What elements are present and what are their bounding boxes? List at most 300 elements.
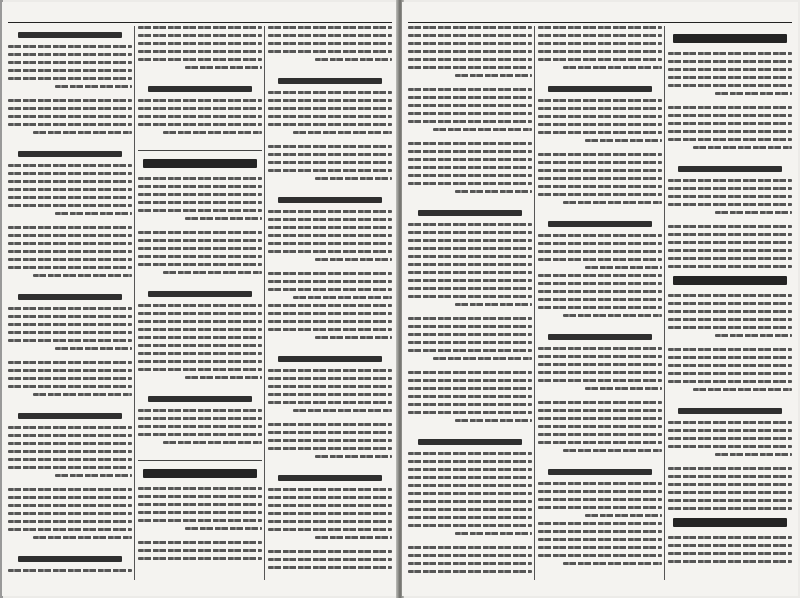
text-line bbox=[538, 161, 662, 164]
text-line bbox=[538, 506, 662, 509]
column-heading bbox=[143, 159, 257, 168]
text-line bbox=[138, 115, 262, 118]
text-line bbox=[538, 282, 662, 285]
text-line bbox=[538, 26, 662, 29]
paragraph-gap bbox=[538, 74, 662, 80]
text-line bbox=[668, 560, 792, 563]
text-line bbox=[538, 417, 662, 420]
text-line bbox=[268, 242, 392, 245]
text-line bbox=[668, 372, 792, 375]
text-line bbox=[8, 77, 132, 80]
paragraph-gap bbox=[8, 401, 132, 407]
text-line bbox=[268, 123, 392, 126]
text-line bbox=[138, 328, 262, 331]
text-line bbox=[8, 315, 132, 318]
text-line bbox=[455, 419, 532, 422]
text-line bbox=[8, 188, 132, 191]
text-line bbox=[538, 258, 662, 261]
text-line bbox=[268, 272, 392, 275]
text-line bbox=[138, 417, 262, 420]
text-line bbox=[408, 508, 532, 511]
text-line bbox=[268, 107, 392, 110]
left-column-1 bbox=[268, 26, 392, 580]
text-line bbox=[138, 99, 262, 102]
text-line bbox=[163, 131, 262, 134]
text-line bbox=[538, 522, 662, 525]
text-line bbox=[538, 185, 662, 188]
text-line bbox=[138, 503, 262, 506]
text-line bbox=[138, 487, 262, 490]
paragraph-gap bbox=[538, 570, 662, 576]
text-line bbox=[408, 387, 532, 390]
text-line bbox=[315, 58, 392, 61]
paragraph-gap bbox=[268, 185, 392, 191]
text-line bbox=[138, 107, 262, 110]
paragraph-gap bbox=[138, 74, 262, 80]
column-separator bbox=[138, 150, 262, 151]
column-rule bbox=[264, 26, 265, 580]
text-line bbox=[138, 123, 262, 126]
text-line bbox=[408, 484, 532, 487]
text-line bbox=[185, 527, 262, 530]
text-line bbox=[408, 333, 532, 336]
text-line bbox=[668, 380, 792, 383]
column-heading bbox=[548, 86, 652, 92]
text-line bbox=[138, 185, 262, 188]
text-line bbox=[408, 452, 532, 455]
text-line bbox=[563, 449, 662, 452]
text-line bbox=[408, 492, 532, 495]
text-line bbox=[8, 204, 132, 207]
text-line bbox=[408, 279, 532, 282]
text-line bbox=[408, 371, 532, 374]
text-line bbox=[268, 169, 392, 172]
paragraph-gap bbox=[268, 66, 392, 72]
text-line bbox=[268, 528, 392, 531]
text-line bbox=[8, 442, 132, 445]
text-line bbox=[408, 58, 532, 61]
text-line bbox=[538, 546, 662, 549]
text-line bbox=[8, 569, 132, 572]
text-line bbox=[138, 177, 262, 180]
text-line bbox=[668, 445, 792, 448]
text-line bbox=[668, 195, 792, 198]
column-heading bbox=[673, 34, 787, 43]
text-line bbox=[668, 437, 792, 440]
text-line bbox=[33, 131, 132, 134]
paragraph-gap bbox=[8, 544, 132, 550]
text-line bbox=[268, 401, 392, 404]
text-line bbox=[538, 409, 662, 412]
text-line bbox=[8, 115, 132, 118]
left-page-columns bbox=[8, 26, 392, 580]
text-line bbox=[268, 288, 392, 291]
text-line bbox=[138, 231, 262, 234]
text-line bbox=[408, 66, 532, 69]
text-line bbox=[138, 304, 262, 307]
column-heading bbox=[418, 210, 522, 216]
left-page-header bbox=[8, 6, 392, 23]
text-line bbox=[538, 490, 662, 493]
text-line bbox=[8, 450, 132, 453]
text-line bbox=[538, 242, 662, 245]
text-line bbox=[668, 241, 792, 244]
text-line bbox=[408, 570, 532, 573]
text-line bbox=[8, 426, 132, 429]
text-line bbox=[668, 122, 792, 125]
text-line bbox=[8, 123, 132, 126]
text-line bbox=[138, 511, 262, 514]
column-rule bbox=[664, 26, 665, 580]
right-column-3 bbox=[408, 26, 532, 580]
text-line bbox=[138, 58, 262, 61]
text-line bbox=[268, 377, 392, 380]
text-line bbox=[8, 307, 132, 310]
right-page-header bbox=[408, 6, 792, 23]
text-line bbox=[668, 114, 792, 117]
column-heading bbox=[418, 439, 522, 445]
paragraph-gap bbox=[8, 282, 132, 288]
text-line bbox=[538, 58, 662, 61]
text-line bbox=[455, 303, 532, 306]
text-line bbox=[408, 158, 532, 161]
paragraph-gap bbox=[138, 449, 262, 455]
column-separator bbox=[138, 460, 262, 461]
text-line bbox=[538, 50, 662, 53]
text-line bbox=[538, 433, 662, 436]
text-line bbox=[8, 434, 132, 437]
text-line bbox=[455, 74, 532, 77]
text-line bbox=[8, 99, 132, 102]
column-heading bbox=[278, 475, 382, 481]
left-column-3 bbox=[8, 26, 132, 580]
text-line bbox=[138, 42, 262, 45]
text-line bbox=[8, 339, 132, 342]
right-page-columns bbox=[408, 26, 792, 580]
text-line bbox=[268, 226, 392, 229]
text-line bbox=[668, 84, 792, 87]
text-line bbox=[55, 212, 132, 215]
text-line bbox=[185, 376, 262, 379]
text-line bbox=[8, 250, 132, 253]
text-line bbox=[408, 142, 532, 145]
text-line bbox=[408, 150, 532, 153]
paragraph-gap bbox=[138, 139, 262, 145]
text-line bbox=[138, 352, 262, 355]
paragraph-gap bbox=[668, 396, 792, 402]
text-line bbox=[538, 554, 662, 557]
text-line bbox=[138, 549, 262, 552]
text-line bbox=[563, 562, 662, 565]
column-rule bbox=[134, 26, 135, 580]
text-line bbox=[408, 395, 532, 398]
text-line bbox=[408, 174, 532, 177]
text-line bbox=[668, 265, 792, 268]
text-line bbox=[538, 290, 662, 293]
text-line bbox=[668, 302, 792, 305]
text-line bbox=[408, 96, 532, 99]
column-heading bbox=[548, 469, 652, 475]
text-line bbox=[538, 99, 662, 102]
text-line bbox=[138, 255, 262, 258]
column-heading bbox=[148, 86, 252, 92]
text-line bbox=[8, 53, 132, 56]
text-line bbox=[408, 42, 532, 45]
text-line bbox=[268, 439, 392, 442]
text-line bbox=[668, 68, 792, 71]
text-line bbox=[408, 468, 532, 471]
text-line bbox=[138, 557, 262, 560]
text-line bbox=[408, 231, 532, 234]
text-line bbox=[408, 295, 532, 298]
text-line bbox=[8, 172, 132, 175]
text-line bbox=[408, 562, 532, 565]
text-line bbox=[408, 223, 532, 226]
text-line bbox=[668, 356, 792, 359]
text-line bbox=[268, 328, 392, 331]
text-line bbox=[408, 516, 532, 519]
paragraph-gap bbox=[138, 384, 262, 390]
paragraph-gap bbox=[538, 209, 662, 215]
text-line bbox=[455, 532, 532, 535]
paragraph-gap bbox=[268, 463, 392, 469]
text-line bbox=[563, 201, 662, 204]
text-line bbox=[163, 271, 262, 274]
text-line bbox=[408, 341, 532, 344]
text-line bbox=[8, 331, 132, 334]
text-line bbox=[408, 317, 532, 320]
text-line bbox=[8, 528, 132, 531]
text-line bbox=[8, 164, 132, 167]
text-line bbox=[455, 190, 532, 193]
text-line bbox=[55, 85, 132, 88]
text-line bbox=[33, 274, 132, 277]
text-line bbox=[268, 145, 392, 148]
text-line bbox=[538, 274, 662, 277]
text-line bbox=[538, 177, 662, 180]
text-line bbox=[163, 441, 262, 444]
text-line bbox=[668, 536, 792, 539]
text-line bbox=[538, 34, 662, 37]
paragraph-gap bbox=[538, 322, 662, 328]
text-line bbox=[668, 294, 792, 297]
text-line bbox=[268, 161, 392, 164]
text-line bbox=[408, 239, 532, 242]
column-heading bbox=[678, 408, 782, 414]
column-heading bbox=[18, 413, 122, 419]
text-line bbox=[715, 211, 792, 214]
text-line bbox=[268, 320, 392, 323]
text-line bbox=[538, 234, 662, 237]
text-line bbox=[8, 61, 132, 64]
column-heading bbox=[673, 518, 787, 527]
text-line bbox=[268, 520, 392, 523]
text-line bbox=[138, 409, 262, 412]
column-heading bbox=[148, 396, 252, 402]
text-line bbox=[33, 536, 132, 539]
text-line bbox=[538, 363, 662, 366]
text-line bbox=[268, 26, 392, 29]
text-line bbox=[8, 458, 132, 461]
text-line bbox=[8, 496, 132, 499]
text-line bbox=[538, 42, 662, 45]
text-line bbox=[138, 26, 262, 29]
text-line bbox=[408, 476, 532, 479]
column-heading bbox=[18, 556, 122, 562]
text-line bbox=[8, 180, 132, 183]
paragraph-gap bbox=[268, 344, 392, 350]
text-line bbox=[138, 541, 262, 544]
text-line bbox=[538, 379, 662, 382]
text-line bbox=[268, 210, 392, 213]
text-line bbox=[268, 99, 392, 102]
text-line bbox=[8, 107, 132, 110]
text-line bbox=[268, 488, 392, 491]
text-line bbox=[55, 474, 132, 477]
text-line bbox=[408, 460, 532, 463]
text-line bbox=[138, 34, 262, 37]
text-line bbox=[185, 217, 262, 220]
text-line bbox=[538, 306, 662, 309]
text-line bbox=[668, 52, 792, 55]
text-line bbox=[668, 544, 792, 547]
text-line bbox=[538, 193, 662, 196]
text-line bbox=[268, 512, 392, 515]
text-line bbox=[185, 66, 262, 69]
column-heading bbox=[18, 294, 122, 300]
right-column-1 bbox=[668, 26, 792, 580]
text-line bbox=[668, 429, 792, 432]
text-line bbox=[668, 421, 792, 424]
text-line bbox=[668, 233, 792, 236]
text-line bbox=[138, 201, 262, 204]
text-line bbox=[408, 411, 532, 414]
column-heading bbox=[678, 166, 782, 172]
text-line bbox=[138, 360, 262, 363]
text-line bbox=[8, 385, 132, 388]
text-line bbox=[408, 325, 532, 328]
text-line bbox=[268, 550, 392, 553]
text-line bbox=[408, 50, 532, 53]
text-line bbox=[268, 385, 392, 388]
text-line bbox=[408, 34, 532, 37]
text-line bbox=[668, 310, 792, 313]
text-line bbox=[8, 512, 132, 515]
text-line bbox=[8, 69, 132, 72]
text-line bbox=[138, 495, 262, 498]
text-line bbox=[408, 524, 532, 527]
text-line bbox=[408, 287, 532, 290]
text-line bbox=[668, 249, 792, 252]
text-line bbox=[538, 425, 662, 428]
text-line bbox=[138, 320, 262, 323]
left-column-2 bbox=[138, 26, 262, 580]
text-line bbox=[138, 193, 262, 196]
column-heading bbox=[18, 151, 122, 157]
text-line bbox=[668, 326, 792, 329]
text-line bbox=[538, 347, 662, 350]
text-line bbox=[138, 263, 262, 266]
column-heading bbox=[673, 276, 787, 285]
text-line bbox=[268, 34, 392, 37]
text-line bbox=[563, 314, 662, 317]
text-line bbox=[8, 258, 132, 261]
text-line bbox=[8, 266, 132, 269]
paragraph-gap bbox=[8, 139, 132, 145]
text-line bbox=[268, 250, 392, 253]
text-line bbox=[138, 239, 262, 242]
paragraph-gap bbox=[538, 457, 662, 463]
text-line bbox=[538, 123, 662, 126]
text-line bbox=[8, 466, 132, 469]
text-line bbox=[668, 225, 792, 228]
text-line bbox=[268, 234, 392, 237]
text-line bbox=[538, 355, 662, 358]
text-line bbox=[8, 361, 132, 364]
text-line bbox=[268, 431, 392, 434]
text-line bbox=[8, 369, 132, 372]
column-rule bbox=[534, 26, 535, 580]
text-line bbox=[538, 371, 662, 374]
text-line bbox=[408, 104, 532, 107]
text-line bbox=[8, 226, 132, 229]
text-line bbox=[8, 520, 132, 523]
text-line bbox=[668, 318, 792, 321]
text-line bbox=[268, 115, 392, 118]
text-line bbox=[538, 131, 662, 134]
text-line bbox=[585, 266, 662, 269]
text-line bbox=[715, 334, 792, 337]
text-line bbox=[138, 368, 262, 371]
text-line bbox=[315, 258, 392, 261]
text-line bbox=[668, 138, 792, 141]
text-line bbox=[668, 552, 792, 555]
text-line bbox=[138, 519, 262, 522]
text-line bbox=[138, 312, 262, 315]
text-line bbox=[268, 504, 392, 507]
text-line bbox=[268, 393, 392, 396]
text-line bbox=[668, 507, 792, 510]
column-heading bbox=[278, 78, 382, 84]
text-line bbox=[268, 558, 392, 561]
text-line bbox=[138, 425, 262, 428]
text-line bbox=[8, 323, 132, 326]
text-line bbox=[538, 482, 662, 485]
text-line bbox=[408, 120, 532, 123]
text-line bbox=[668, 348, 792, 351]
right-page bbox=[402, 2, 798, 596]
text-line bbox=[668, 467, 792, 470]
text-line bbox=[538, 401, 662, 404]
text-line bbox=[138, 433, 262, 436]
text-line bbox=[538, 107, 662, 110]
text-line bbox=[268, 312, 392, 315]
text-line bbox=[668, 76, 792, 79]
paragraph-gap bbox=[668, 154, 792, 160]
text-line bbox=[668, 60, 792, 63]
text-line bbox=[268, 42, 392, 45]
text-line bbox=[538, 298, 662, 301]
text-line bbox=[8, 45, 132, 48]
text-line bbox=[668, 179, 792, 182]
text-line bbox=[408, 271, 532, 274]
paragraph-gap bbox=[138, 279, 262, 285]
text-line bbox=[668, 499, 792, 502]
text-line bbox=[55, 347, 132, 350]
text-line bbox=[433, 128, 532, 131]
text-line bbox=[268, 496, 392, 499]
text-line bbox=[138, 209, 262, 212]
